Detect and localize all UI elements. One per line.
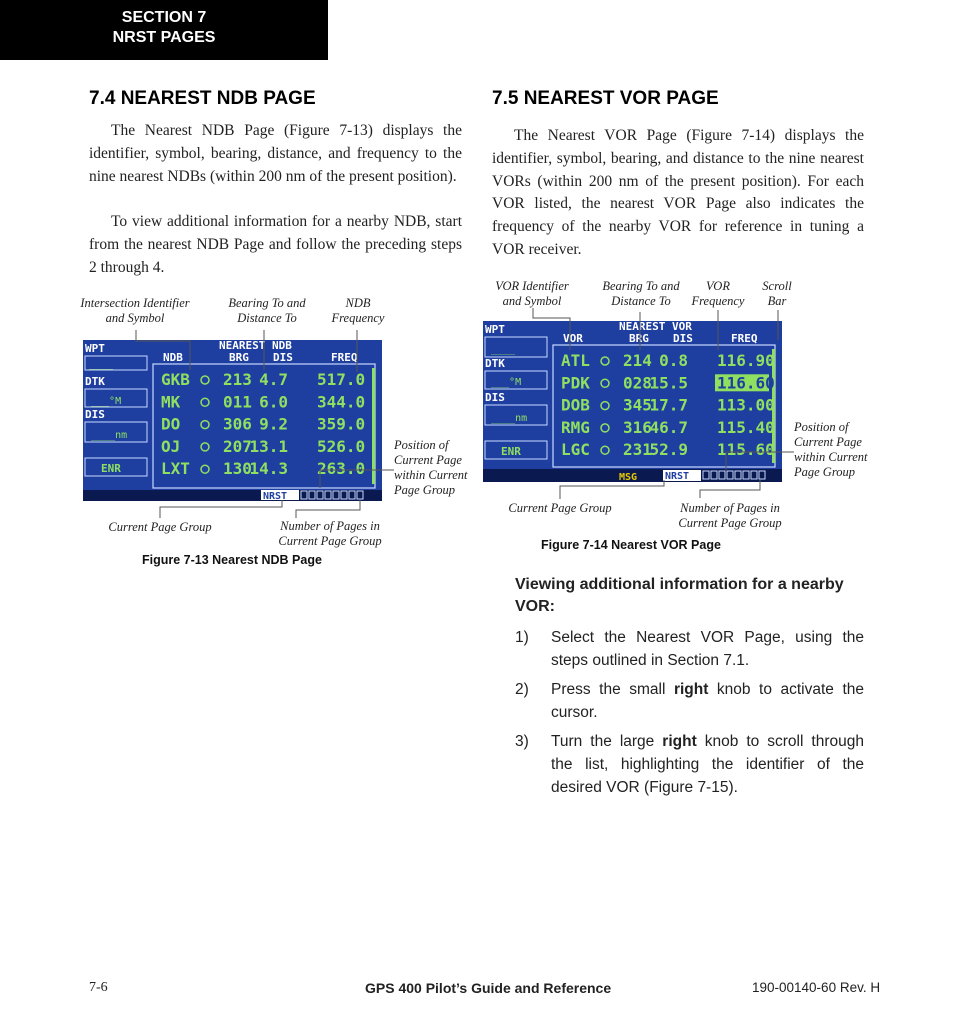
- vor-callout-brg: Bearing To and Distance To: [602, 279, 680, 308]
- vor-distance: 15.5: [649, 373, 688, 393]
- ndb-ident: GKB: [161, 370, 190, 389]
- ndb-frequency: 344.0: [317, 392, 366, 412]
- vor-frequency: 115.40: [717, 417, 775, 437]
- vor-frequency: 115.60: [717, 440, 775, 460]
- step-bold: right: [673, 681, 709, 698]
- ndb-distance: 4.7: [259, 370, 288, 389]
- step-number: 2): [515, 681, 529, 698]
- ndb-distance: 9.2: [259, 414, 288, 434]
- ndb-figure-caption: Figure 7-13 Nearest NDB Page: [142, 553, 322, 567]
- vor-bottom-label: NRST: [665, 471, 690, 482]
- ndb-screen-title: NEAREST NDB: [219, 340, 292, 352]
- vor-sidebar-label: ENR: [501, 445, 521, 458]
- ndb-bottom-label: NRST: [263, 491, 288, 501]
- ndb-para-1: The Nearest NDB Page (Figure 7-13) displays the identifier, symbol, bearing, distance, and frequency to the nine nearest NDBs (within 200 nm of the present position).: [89, 122, 462, 185]
- step-bold: right: [662, 733, 697, 750]
- vor-callout-position: Position of Current Page within Current Page Group: [794, 420, 868, 479]
- vor-distance: 46.7: [649, 417, 688, 437]
- svg-text:___°M: ___°M: [91, 396, 122, 407]
- ndb-callout-ident: Intersection Identifier and Symbol: [80, 296, 190, 325]
- ndb-ident: DO: [161, 414, 181, 434]
- ndb-bearing: 207: [223, 436, 252, 456]
- svg-text:____nm: ____nm: [491, 413, 528, 424]
- ndb-bearing: 130: [223, 459, 252, 479]
- step-text: Turn the large: [551, 733, 663, 750]
- ndb-callout-freq: NDB Frequency: [331, 296, 385, 325]
- vor-para-1: The Nearest VOR Page (Figure 7-14) displays the identifier, symbol, bearing, and distance to the nine nearest VORs (within 200 nm of the present position). For each VOR listed, the nearest VOR Page also indicates the frequency of the nearby VOR for reference in tuning a VOR receiver.: [492, 127, 864, 258]
- step-2: [515, 678, 864, 724]
- vor-callout-freq: VOR Frequency: [691, 279, 745, 308]
- vor-ident: DOB: [561, 395, 590, 415]
- vor-col-header: BRG: [629, 332, 649, 345]
- ndb-callout-position: Position of Current Page within Current Page Group: [394, 438, 468, 497]
- ndb-sidebar-label: ENR: [101, 462, 121, 475]
- vor-bearing: 345: [623, 395, 652, 415]
- vor-callout-scroll: Scroll Bar: [762, 279, 792, 308]
- ndb-sidebar-label: DIS: [85, 408, 105, 421]
- vor-steps: [515, 626, 864, 805]
- ndb-ident: MK: [161, 392, 181, 412]
- svg-text:____: ____: [89, 359, 114, 370]
- ndb-callout-group: Current Page Group: [108, 520, 212, 534]
- ndb-frequency: 517.0: [317, 370, 366, 389]
- ndb-distance: 14.3: [249, 459, 288, 479]
- vor-subheading: Viewing additional information for a nearby VOR:: [515, 576, 844, 615]
- ndb-callout-brg: Bearing To and Distance To: [228, 296, 306, 325]
- vor-bearing: 316: [623, 417, 652, 437]
- ndb-bearing: 213: [223, 370, 252, 389]
- guide-title: GPS 400 Pilot’s Guide and Reference: [365, 980, 612, 996]
- ndb-sidebar-label: DTK: [85, 375, 105, 388]
- step-number: 1): [515, 629, 529, 646]
- ndb-col-header: NDB: [163, 351, 183, 364]
- vor-col-header: VOR: [563, 332, 583, 345]
- ndb-bearing: 306: [223, 414, 252, 434]
- ndb-para-2: To view additional information for a nearby NDB, start from the nearest NDB Page and follow the preceding steps 2 through 4.: [89, 213, 462, 276]
- vor-msg-label: MSG: [619, 472, 638, 482]
- vor-frequency: 113.00: [717, 395, 775, 415]
- vor-sidebar-label: WPT: [485, 323, 505, 336]
- vor-heading: 7.5 NEAREST VOR PAGE: [492, 88, 719, 109]
- ndb-col-header: BRG: [229, 351, 249, 364]
- vor-sidebar-label: DTK: [485, 357, 505, 370]
- vor-ident: RMG: [561, 417, 590, 437]
- step-number: 3): [515, 733, 529, 750]
- vor-col-header: FREQ: [731, 332, 758, 345]
- ndb-heading: 7.4 NEAREST NDB PAGE: [89, 88, 316, 109]
- ndb-frequency: 526.0: [317, 436, 366, 456]
- step-text: Select the Nearest VOR Page, using the steps outlined in Section 7.1.: [551, 629, 864, 669]
- ndb-bearing: 011: [223, 392, 252, 412]
- ndb-col-header: DIS: [273, 351, 293, 364]
- vor-callout-ident: VOR Identifier and Symbol: [495, 279, 569, 308]
- section-title: NRST PAGES: [112, 29, 216, 46]
- vor-distance: 17.7: [649, 395, 688, 415]
- doc-number: 190-00140-60 Rev. H: [752, 980, 881, 995]
- vor-callout-pages: Number of Pages in Current Page Group: [678, 501, 782, 530]
- vor-ident: PDK: [561, 373, 590, 393]
- svg-text:____nm: ____nm: [91, 430, 128, 441]
- ndb-distance: 6.0: [259, 392, 288, 412]
- svg-text:____: ____: [491, 344, 516, 355]
- ndb-distance: 13.1: [249, 436, 288, 456]
- step-text: knob to activate the cursor.: [551, 681, 864, 721]
- vor-distance: 52.9: [649, 440, 688, 460]
- step-3: [515, 730, 864, 799]
- vor-ident: LGC: [561, 440, 590, 460]
- step-1: [515, 626, 864, 672]
- ndb-callout-pages: Number of Pages in Current Page Group: [278, 519, 382, 548]
- vor-sidebar-label: DIS: [485, 391, 505, 404]
- ndb-sidebar-label: WPT: [85, 342, 105, 355]
- step-text: knob to scroll through the list, highlighting the identifier of the desired VOR (Figure 7-15).: [551, 733, 864, 796]
- vor-callout-group: Current Page Group: [508, 501, 612, 515]
- step-text: Press the small: [551, 681, 674, 698]
- vor-distance: 0.8: [659, 351, 688, 370]
- ndb-frequency: 359.0: [317, 414, 366, 434]
- svg-text:___°M: ___°M: [491, 377, 522, 388]
- vor-screen-title: NEAREST VOR: [619, 321, 692, 333]
- vor-bearing: 231: [623, 440, 652, 460]
- ndb-col-header: FREQ: [331, 351, 358, 364]
- vor-col-header: DIS: [673, 332, 693, 345]
- ndb-frequency: 263.0: [317, 459, 366, 479]
- vor-ident: ATL: [561, 351, 590, 370]
- vor-bearing: 028: [623, 373, 652, 393]
- vor-frequency: 116.90: [717, 351, 775, 370]
- vor-frequency: 116.60: [717, 373, 775, 393]
- vor-bearing: 214: [623, 351, 652, 370]
- page-number: 7-6: [89, 980, 108, 995]
- section-number: SECTION 7: [121, 9, 207, 26]
- ndb-ident: OJ: [161, 436, 181, 456]
- ndb-ident: LXT: [161, 459, 190, 479]
- vor-figure-caption: Figure 7-14 Nearest VOR Page: [541, 538, 721, 552]
